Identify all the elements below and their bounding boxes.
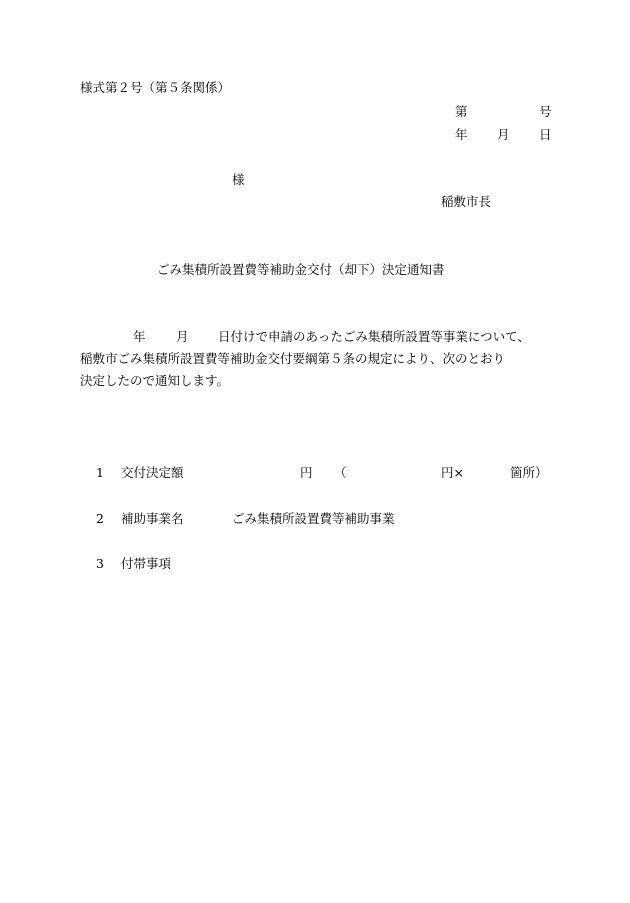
item-label: 交付決定額 [121,465,184,480]
number-prefix: 第 [455,104,468,119]
item-number: 2 [96,511,104,526]
unit-yen: 円× [441,465,464,480]
document-title: ごみ集積所設置費等補助金交付（却下）決定通知書 [157,262,445,277]
places: 箇所） [510,465,548,480]
paren-open: （ [334,465,347,480]
sender-name: 稲敷市長 [441,194,492,209]
body-line2: 稲敷市ごみ集積所設置費等補助金交付要綱第５条の規定により、次のとおり [80,351,506,366]
form-label: 様式第２号（第５条関係） [80,80,231,95]
date-day: 日 [539,127,552,142]
date-year: 年 [455,127,468,142]
item-number: 1 [96,465,104,480]
body-line3: 決定したので通知します。 [80,373,230,388]
body-month: 月 [176,329,189,344]
number-suffix: 号 [539,104,552,119]
project-name: ごみ集積所設置費等補助事業 [232,511,395,526]
body-line1: 日付けで申請のあったごみ集積所設置等事業について、 [218,329,530,344]
amount-yen: 円 [300,465,313,480]
body-year: 年 [133,329,146,344]
date-month: 月 [497,127,510,142]
item-label: 付帯事項 [121,556,172,571]
addressee-honorific: 様 [232,172,245,187]
item-number: 3 [96,556,104,571]
item-label: 補助事業名 [121,511,184,526]
